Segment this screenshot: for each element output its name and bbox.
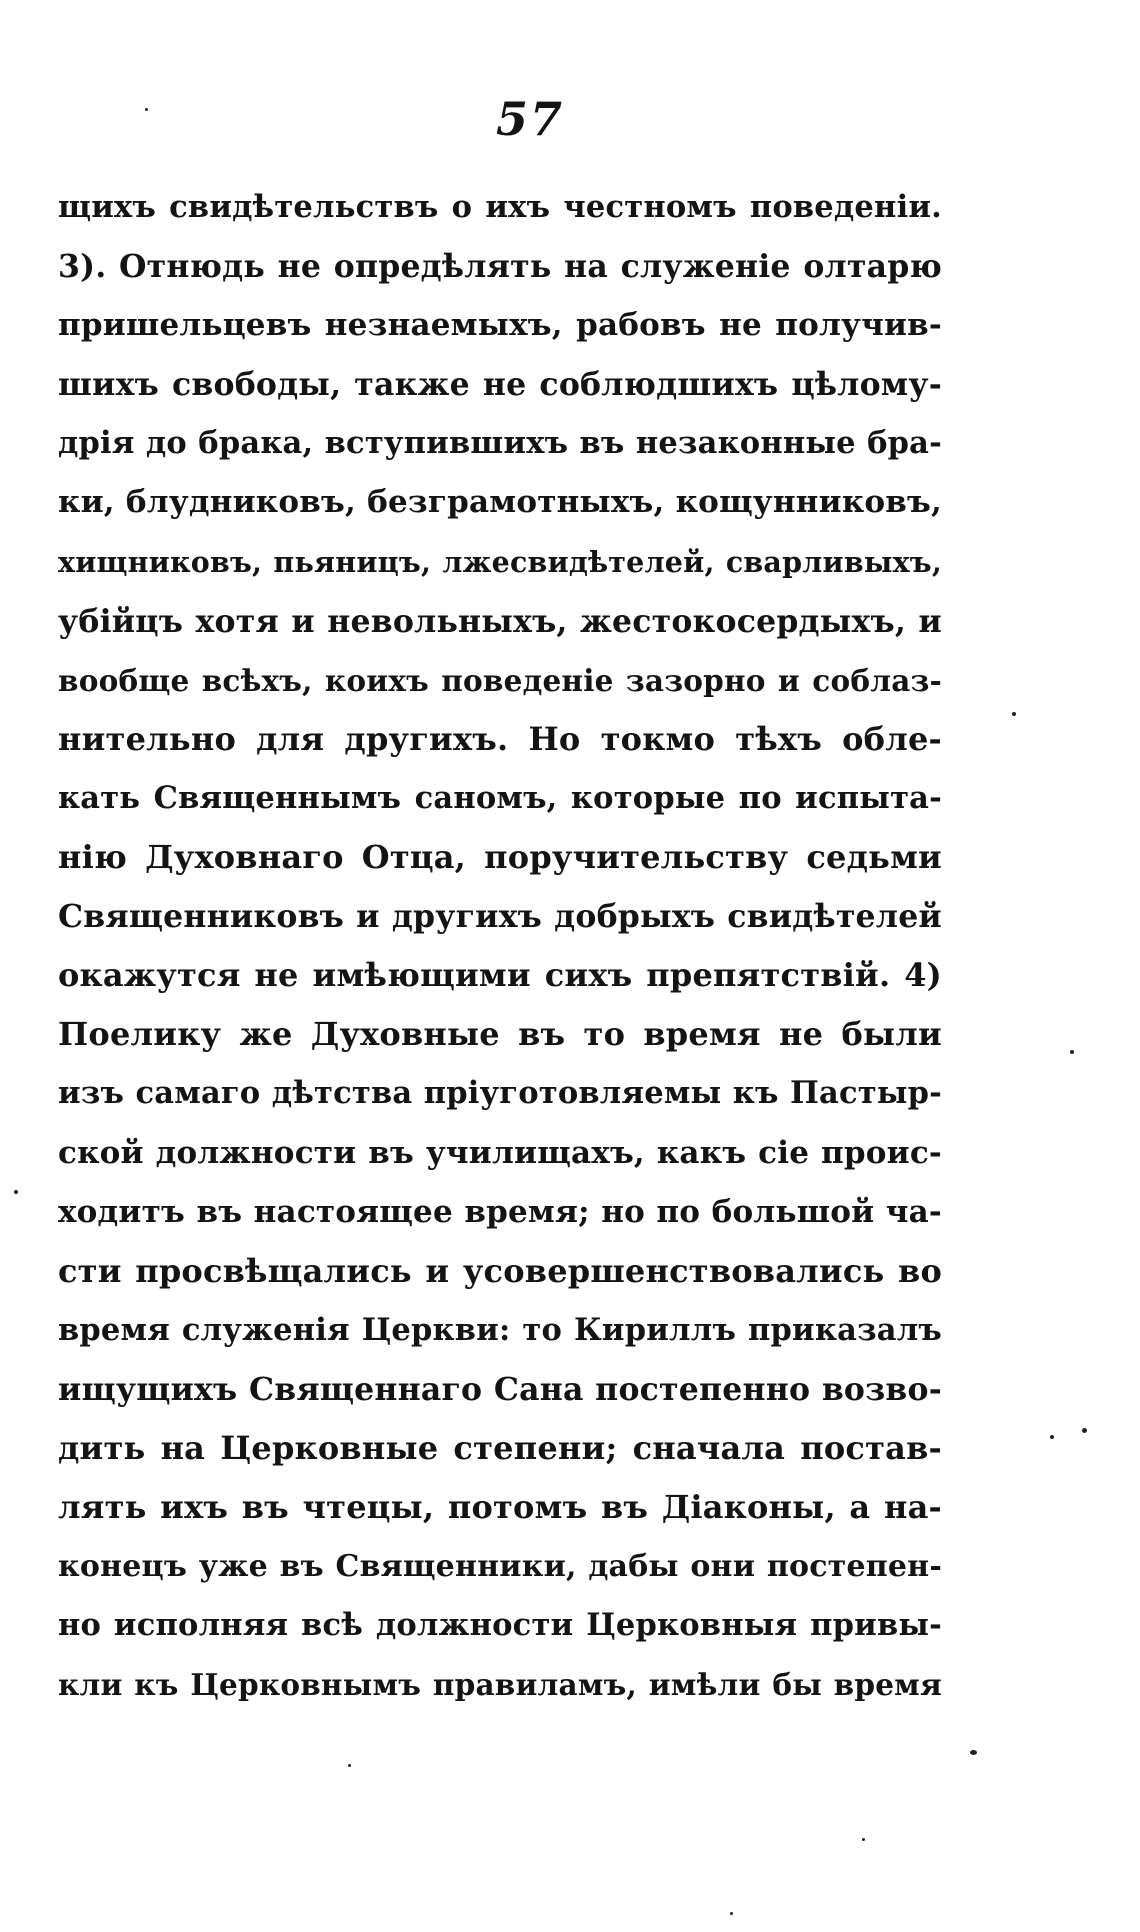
text-line: Священниковъ и другихъ добрыхъ свидѣтелей	[58, 898, 942, 936]
text-line: хищниковъ, пьяницъ, лжесвидѣтелей, сварливыхъ,	[58, 544, 942, 579]
text-line: пришельцевъ незнаемыхъ, рабовъ не получив-	[58, 307, 942, 344]
text-line: конецъ уже въ Священники, дабы они постепен-	[58, 1549, 942, 1585]
text-line: ходитъ въ настоящее время; но по большой ча-	[58, 1193, 942, 1230]
text-line: вообще всѣхъ, коихъ поведеніе зазорно и соблаз-	[58, 662, 942, 698]
text-line: шихъ свободы, также не соблюдшихъ цѣлому-	[58, 366, 942, 404]
text-line: нію Духовнаго Отца, поручительству седьми	[58, 838, 942, 877]
scan-speck	[1070, 1050, 1074, 1054]
text-line: Поелику же Духовные въ то время не были	[58, 1015, 942, 1054]
text-line: сти просвѣщались и усовершенствовались во	[58, 1251, 942, 1290]
scan-speck	[862, 1838, 865, 1841]
body-text	[58, 178, 942, 1714]
scan-speck	[970, 1750, 977, 1755]
text-line: щихъ свидѣтельствъ о ихъ честномъ поведеніи.	[58, 189, 942, 225]
text-line: ской должности въ училищахъ, какъ сіе проис-	[58, 1134, 942, 1171]
text-line: окажутся не имѣющими сихъ препятствій. 4)	[58, 956, 942, 995]
text-line: кли къ Церковнымъ правиламъ, имѣли бы время	[58, 1667, 942, 1703]
scan-speck	[145, 108, 148, 111]
scan-speck	[14, 1190, 18, 1194]
text-line: дрія до брака, вступившихъ въ незаконные бра-	[58, 425, 942, 462]
scan-speck	[348, 1764, 351, 1767]
text-line: время служенія Церкви: то Кириллъ приказалъ	[58, 1311, 942, 1348]
text-line: кать Священнымъ саномъ, которые по испыта-	[58, 779, 942, 816]
scan-speck	[1012, 712, 1016, 716]
scan-speck	[730, 1912, 733, 1915]
text-line: убійцъ хотя и невольныхъ, жестокосердыхъ, и	[58, 602, 942, 640]
scan-speck	[1050, 1435, 1054, 1439]
text-line: изъ самаго дѣтства пріуготовляемы къ Пастыр-	[58, 1075, 942, 1112]
text-line: дить на Церковные степени; сначала постав-	[58, 1428, 942, 1467]
text-line: ки, блудниковъ, безграмотныхъ, кощунниковъ,	[58, 484, 942, 521]
text-line: лять ихъ въ чтецы, потомъ въ Діаконы, а на-	[58, 1488, 942, 1527]
text-line: ищущихъ Священнаго Сана постепенно возво-	[58, 1370, 942, 1408]
text-line: но исполняя всѣ должности Церковныя привы-	[58, 1607, 942, 1644]
text-line: 3). Отнюдь не опредѣлять на служеніе олтарю	[58, 248, 942, 286]
page-number: 57	[495, 92, 564, 146]
text-line: нительно для другихъ. Но токмо тѣхъ обле-	[58, 719, 942, 758]
scan-speck	[1082, 1428, 1087, 1433]
